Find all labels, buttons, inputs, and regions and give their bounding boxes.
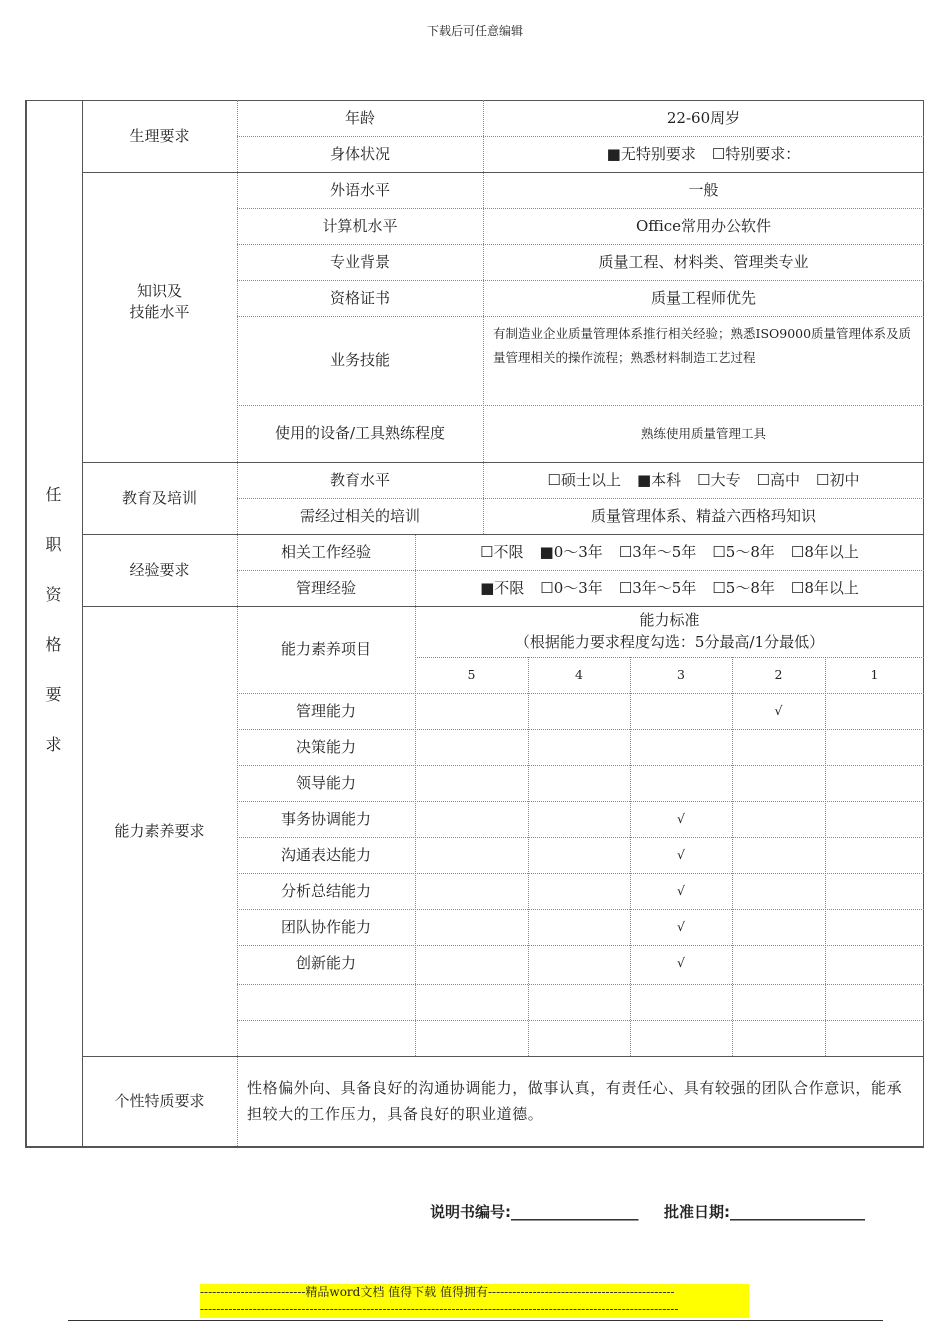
- table-bottom-border: [25, 1146, 924, 1148]
- personality-value: 性格偏外向、具备良好的沟通协调能力，做事认真，有责任心、具有较强的团队合作意识，能承担较大的工作压力，具备良好的职业道德。: [247, 1078, 903, 1123]
- education-option[interactable]: ☐大专: [697, 470, 741, 489]
- work-experience-options: [415, 534, 924, 570]
- ability-standard-header: [415, 606, 924, 657]
- section-label: [25, 470, 82, 770]
- promo-banner: [200, 1284, 749, 1318]
- ability-item-name: 决策能力: [295, 737, 356, 756]
- education-option[interactable]: ☐初中: [816, 470, 860, 489]
- category-experience: 经验要求: [129, 560, 190, 579]
- work-experience-label: 相关工作经验: [280, 542, 371, 561]
- score-header: 1: [870, 667, 879, 683]
- ability-item-name: 领导能力: [295, 773, 356, 792]
- qualification-table: [25, 100, 924, 1146]
- management-experience-label: 管理经验: [295, 578, 356, 597]
- ability-item-name: 事务协调能力: [280, 809, 371, 828]
- work-experience-option[interactable]: ☐5～8年: [712, 542, 775, 561]
- ability-item-name: 创新能力: [295, 953, 356, 972]
- category-physiology: 生理要求: [129, 126, 190, 145]
- work-experience-option[interactable]: ☐3年～5年: [618, 542, 697, 561]
- divider: [825, 657, 826, 1056]
- health-label: 身体状况: [329, 144, 390, 163]
- score-header: 3: [677, 667, 685, 683]
- category-knowledge-line1: 知识及: [136, 282, 182, 300]
- health-options: [483, 136, 924, 172]
- health-option-none[interactable]: ■无特别要求: [606, 144, 696, 163]
- section-char: 资: [45, 585, 62, 604]
- health-option-special[interactable]: ☐特别要求：: [711, 144, 801, 163]
- ability-standard-title: 能力标准: [639, 610, 700, 629]
- ability-item-name: 沟通表达能力: [280, 845, 371, 864]
- ability-check-mark[interactable]: √: [677, 883, 685, 899]
- section-char: 格: [45, 635, 62, 654]
- education-option[interactable]: ☐高中: [756, 470, 801, 489]
- business-skill-label: 业务技能: [329, 351, 390, 369]
- ability-standard-note: （根据能力要求程度勾选：5分最高/1分最低）: [514, 632, 825, 651]
- business-skill-value: 有制造业企业质量管理体系推行相关经验；熟悉ISO9000质量管理体系及质量管理相关的操作流程；熟悉材料制造工艺过程: [493, 326, 912, 365]
- ability-item-header: 能力素养项目: [280, 640, 371, 658]
- major-label: 专业背景: [329, 252, 390, 271]
- banner-line: --------------------------精品word文档 值得下载 值得拥有----------------------------------------------: [200, 1285, 675, 1299]
- foreign-language-value: 一般: [688, 180, 719, 199]
- management-experience-options: [415, 570, 924, 606]
- age-label: 年龄: [344, 108, 375, 127]
- foreign-language-label: 外语水平: [329, 180, 390, 199]
- management-experience-option[interactable]: ☐8年以上: [790, 578, 859, 597]
- management-experience-option[interactable]: ■不限: [480, 578, 525, 597]
- education-level-label: 教育水平: [329, 470, 390, 489]
- work-experience-option[interactable]: ■0～3年: [539, 542, 603, 561]
- training-label: 需经过相关的培训: [299, 506, 420, 525]
- score-header: 2: [774, 667, 783, 683]
- section-char: 任: [45, 485, 62, 504]
- education-level-options: [483, 462, 924, 498]
- category-education: 教育及培训: [121, 488, 197, 507]
- ability-check-mark[interactable]: √: [677, 811, 685, 827]
- divider: [528, 657, 529, 1056]
- computer-skill-label: 计算机水平: [322, 216, 398, 235]
- education-option[interactable]: ■本科: [636, 470, 682, 489]
- section-char: 求: [45, 735, 62, 754]
- ability-check-mark[interactable]: √: [677, 919, 685, 935]
- management-experience-option[interactable]: ☐3年～5年: [618, 578, 697, 597]
- major-value: 质量工程、材料类、管理类专业: [598, 252, 809, 271]
- bottom-rule: [68, 1320, 883, 1321]
- ability-item-name: 管理能力: [295, 701, 356, 720]
- ability-check-mark[interactable]: √: [774, 703, 783, 719]
- work-experience-option[interactable]: ☐不限: [480, 542, 524, 561]
- education-option[interactable]: ☐硕士以上: [547, 470, 621, 489]
- category-personality: 个性特质要求: [114, 1091, 205, 1110]
- work-experience-option[interactable]: ☐8年以上: [790, 542, 859, 561]
- age-value: 22-60周岁: [666, 108, 741, 127]
- category-knowledge: [82, 172, 237, 462]
- header-note: 下载后可任意编辑: [426, 24, 523, 38]
- tool-proficiency-value: 熟练使用质量管理工具: [640, 425, 766, 441]
- management-experience-option[interactable]: ☐0～3年: [540, 578, 603, 597]
- category-ability: 能力素养要求: [114, 821, 205, 840]
- section-char: 职: [45, 535, 62, 554]
- certificate-value: 质量工程师优先: [650, 288, 756, 307]
- ability-check-mark[interactable]: √: [677, 847, 685, 863]
- score-header: 5: [467, 667, 476, 683]
- section-char: 要: [45, 685, 62, 704]
- ability-item-name: 分析总结能力: [280, 881, 371, 900]
- ability-check-mark[interactable]: √: [677, 955, 685, 971]
- ability-item-name: 团队协作能力: [280, 917, 371, 936]
- approval-date-field[interactable]: 批准日期:__________________: [664, 1203, 865, 1221]
- divider: [237, 984, 924, 985]
- category-knowledge-line2: 技能水平: [129, 303, 190, 321]
- computer-skill-value: Office常用办公软件: [635, 216, 772, 235]
- tool-proficiency-label: 使用的设备/工具熟练程度: [274, 424, 446, 442]
- score-header: 4: [575, 667, 583, 683]
- banner-line: ----------------------------------------------------------------------------------------------------------------------: [200, 1302, 679, 1316]
- doc-number-field[interactable]: 说明书编号:_________________: [430, 1203, 639, 1221]
- certificate-label: 资格证书: [329, 288, 390, 307]
- divider: [237, 1020, 924, 1021]
- management-experience-option[interactable]: ☐5～8年: [712, 578, 775, 597]
- training-value: 质量管理体系、精益六西格玛知识: [590, 506, 816, 525]
